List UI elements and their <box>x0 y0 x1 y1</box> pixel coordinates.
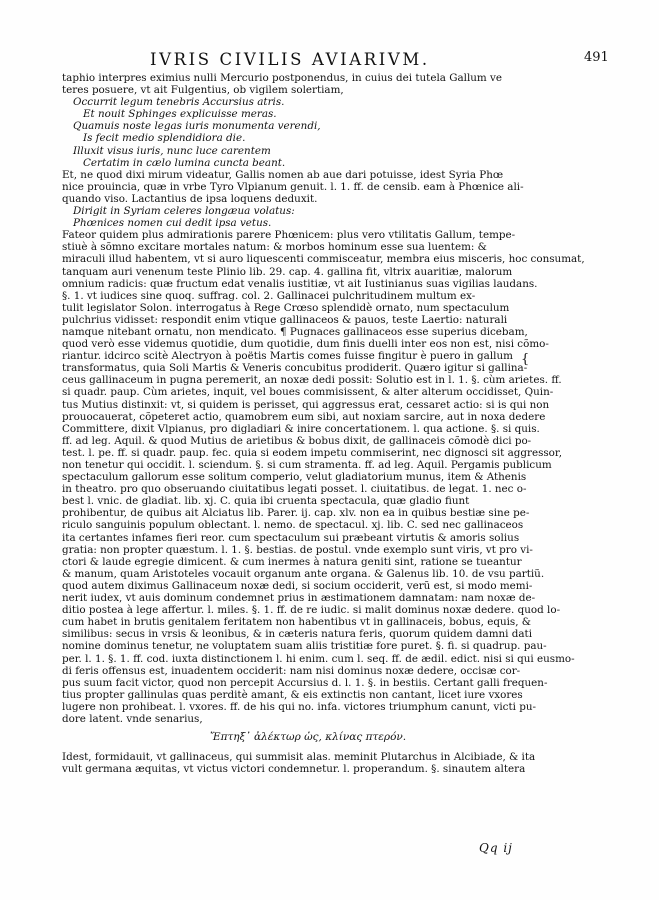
text-line: ctori & laude egregie dimicent. & cum inermes à natura geniti sint, ratione se tueantur <box>62 555 522 568</box>
running-head: IVRIS CIVILIS AVIARIVM. <box>150 50 430 69</box>
text-line: prohibentur, de quibus ait Alciatus lib. Parer. ij. cap. xlv. non ea in quibus bestiæ sine pe- <box>62 507 530 520</box>
text-line: tius propter gallinulas quas perditè amant, & eis extinctis non cantant, licet iure vxores <box>62 688 523 701</box>
margin-bracket-mark: { <box>521 352 530 367</box>
text-line: teres posuere, vt ait Fulgentius, ob vigilem solertiam, <box>62 84 344 97</box>
text-line: si quadr. paup. Cùm arietes, inquit, vel boues commisissent, & alter alterum occidisset, Quin- <box>62 386 554 399</box>
verse-line: Quamuis noste legas iuris monumenta verendi, <box>73 120 321 133</box>
text-line: & manum, quam Aristoteles vocauit organum ante organa. & Galenus lib. 10. de vsu partiũ. <box>62 567 545 580</box>
text-line: pus suum facit victor, quod non percepit Accursius d. l. 1. §. in bestiis. Certant galli frequen- <box>62 676 548 689</box>
text-line: quod autem diximus Gallinaceum noxæ dedi, si socium occiderit, verũ est, si modo memi- <box>62 579 533 592</box>
text-line: cum habet in brutis genitalem feritatem non habentibus vt in gallinaceis, bobus, equis, & <box>62 616 532 629</box>
signature-mark: Qq ij <box>479 841 513 855</box>
text-line: tanquam auri venenum teste Plinio lib. 29. cap. 4. gallina fit, vltrix auaritiæ, malorum <box>62 265 513 278</box>
text-line: pulchrius vidisset: respondit enim vtique gallinaceos & pauos, teste Laertio: naturali <box>62 313 508 326</box>
text-line: di feris offensus est, inuadentem occiderit: nam nisi dominus noxæ dedere, occisæ cor- <box>62 664 521 677</box>
verse-line: Phœnices nomen cui dedit ipsa vetus. <box>73 217 272 230</box>
text-line: Committere, dixit Vlpianus, pro digladiari & inire concertationem. l. qua actione. §. si quis. <box>62 422 540 435</box>
text-line: ff. ad leg. Aquil. & quod Mutius de arietibus & bobus dixit, de gallinaceis cõmodè dici po- <box>62 434 532 447</box>
text-line: lugere non prohibeat. l. vxores. ff. de his qui no. infa. victores triumphum canunt, victi pu- <box>62 700 536 713</box>
text-line: gratia: non propter quæstum. l. 1. §. bestias. de postul. vnde exemplo sunt viris, vt pro vi- <box>62 543 533 556</box>
text-line: quod verò esse videmus quotidie, dum quotidie, dum finis duelli inter eos non est, nisi cõmo- <box>62 338 549 351</box>
text-line: Idest, formidauit, vt gallinaceus, qui summisit alas. meminit Plutarchus in Alcibiade, & ita <box>62 751 536 764</box>
text-line: nice prouincia, quæ in vrbe Tyro Vlpianum genuit. l. 1. ff. de censib. eam à Phœnice ali- <box>62 180 524 193</box>
text-line: namque nitebant ornatu, non mendicato. ¶ Pugnaces gallinaceos esse superius dicebam, <box>62 325 528 338</box>
text-line: tulit legislator Solon. interrogatus à Rege Crœso splendidè ornato, num spectaculum <box>62 301 510 314</box>
text-line: ita certantes infames fieri reor. cum spectaculum sui præbeant virtutis & amoris solius <box>62 531 520 544</box>
verse-block-phoenix <box>62 205 522 229</box>
verse-line: Dirigit in Syriam celeres longæua volatus: <box>73 205 295 218</box>
text-line: miraculi illud habentem, vt si auro liquescenti commisceatur, membra eius misceris, hoc consumat, <box>62 253 585 266</box>
text-line: vult germana æquitas, vt victus victori condemnetur. l. properandum. §. sinautem altera <box>62 763 526 776</box>
text-line: in theatro. pro quo obseruando ciuitatibus legati posset. l. ciuitatibus. de legat. 1. nec o- <box>62 483 527 496</box>
text-line: Et, ne quod dixi mirum videatur, Gallis nomen ab aue dari potuisse, idest Syria Phœ <box>62 168 504 181</box>
text-line: ceus gallinaceum in pugna peremerit, an noxæ dedi possit: Solutio est in l. 1. §. cùm arietes. ff. <box>62 374 562 387</box>
text-line: ditio postea à lege affertur. l. miles. §. 1. ff. de re iudic. si malit dominus noxæ dedere. quod lo- <box>62 604 561 617</box>
page-number: 491 <box>584 50 609 65</box>
verse-line: Et nouit Sphinges explicuisse meras. <box>83 108 277 121</box>
text-line: non tenetur qui occidit. l. sciendum. §. si cum stramenta. ff. ad leg. Aquil. Pergamis publicum <box>62 459 552 471</box>
syria-paragraph <box>62 169 522 205</box>
intro-paragraph <box>62 72 522 96</box>
text-line: similibus: secus in vrsis & leonibus, & in cæteris natura feris, quorum quidem damni dati <box>62 628 533 641</box>
text-line: transformatus, quia Soli Martis & Veneris concubitus prodiderit. Quæro igitur si gallina- <box>62 362 528 375</box>
text-line: spectaculum gallorum esse solitum comperio, velut gladiatorium munus, item & Athenis <box>62 471 527 484</box>
text-line: nomine dominus tenetur, ne voluptatem suam aliis tristitiæ fore puret. §. fi. si quadrup. pau- <box>62 640 547 653</box>
text-line: Fateor quidem plus admirationis parere Phœnicem: plus vero vtilitatis Gallum, tempe- <box>62 229 516 242</box>
text-line: omnium radicis: quæ fructum edat venalis iustitiæ, vt ait Iustinianus suas vigilias laudans. <box>62 277 538 290</box>
text-line: riculo sanguinis populum oblectant. l. nemo. de spectacul. xj. lib. C. sed nec gallinaceos <box>62 519 524 532</box>
text-line: test. l. pe. ff. si quadr. paup. fec. quia si eodem impetu commiserint, nec dignosci sit aggressor, <box>62 446 563 459</box>
text-line: quando viso. Lactantius de ipsa loquens deduxit. <box>62 192 318 205</box>
text-line: taphio interpres eximius nulli Mercurio postponendus, in cuius dei tutela Gallum ve <box>62 72 502 84</box>
text-line: stiuè à sõmno excitare mortales natum: & morbos hominum esse sua luentem: & <box>62 241 487 254</box>
verse-line: Certatim in cælo lumina cuncta beant. <box>83 156 286 169</box>
closing-paragraph <box>62 751 536 776</box>
text-line: §. 1. vt iudices sine quoq. suffrag. col. 2. Gallinacei pulchritudinem multum ex- <box>62 289 476 302</box>
verse-line: Occurrit legum tenebris Accursius atris. <box>73 96 285 109</box>
verse-line: Is fecit medio splendidiora die. <box>83 132 246 145</box>
verse-line: Illuxit visus iuris, nunc luce carentem <box>73 144 271 157</box>
body-text <box>62 72 585 776</box>
text-line: best l. vnic. de gladiat. lib. xj. C. quia ibi cruenta spectacula, quæ gladio fiunt <box>62 495 470 508</box>
verse-block-accursius <box>62 96 522 169</box>
greek-verse: Ἔπτηξ᾽ ἀλέκτωρ ὡς, κλίνας πτερόν. <box>210 731 407 744</box>
text-line: tus Mutius distinxit: vt, si quidem is perisset, qui aggressus erat, cessaret actio: si is qui non <box>62 398 550 411</box>
text-line: nerit iudex, vt auis dominum condemnet prius in æstimationem damnatam: nam noxæ de- <box>62 592 536 605</box>
text-line: dore latent. vnde senarius, <box>62 712 203 725</box>
text-line: per. l. 1. §. 1. ff. cod. iuxta distinctionem l. hi enim. cum l. seq. ff. de ædil. edict. nisi si qui eusmo- <box>62 652 575 665</box>
main-paragraph <box>62 229 585 725</box>
text-line: riantur. idcirco scitè Alectryon à poëtis Martis comes fuisse fingitur è puero in gallum <box>62 350 513 363</box>
text-line: prouocauerat, cõpeteret actio, quamobrem eum sibi, aut noxiam sarcire, aut in noxa dedere <box>62 410 546 423</box>
